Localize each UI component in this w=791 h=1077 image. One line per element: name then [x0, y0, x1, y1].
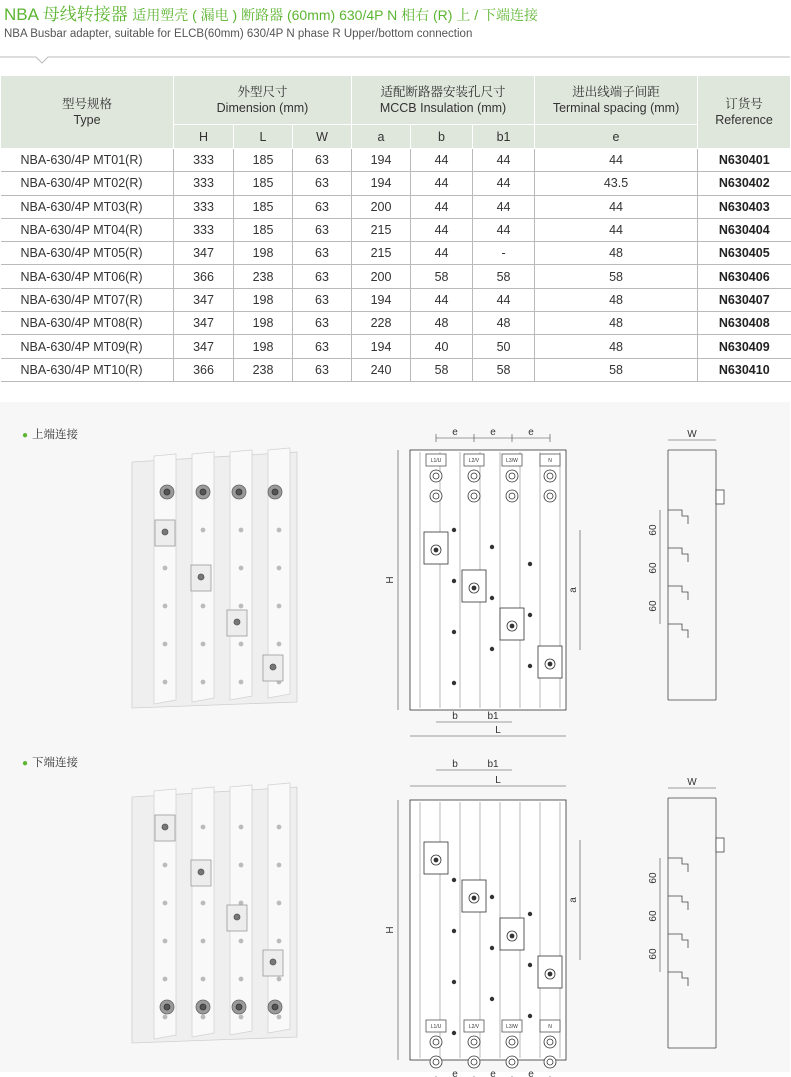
table-row: [1, 172, 791, 195]
terminal-core: [547, 1039, 553, 1045]
terminal-core: [509, 1059, 515, 1065]
cell-b1: 44: [473, 172, 535, 195]
cell-type: NBA-630/4P MT10(R): [1, 358, 174, 381]
mount-hole: [163, 642, 167, 646]
cell-b: 44: [411, 218, 473, 241]
table-row: [1, 335, 791, 358]
mount-hole: [201, 680, 205, 684]
mount-hole: [277, 939, 281, 943]
mount-hole: [528, 963, 532, 967]
table-row: [1, 288, 791, 311]
cell-a: 200: [352, 195, 411, 218]
cell-reference: N630410: [698, 358, 791, 381]
mount-hole: [277, 604, 281, 608]
cell-b1: 44: [473, 149, 535, 172]
col-b1: b1: [473, 125, 535, 149]
dim-h-label: H: [385, 576, 396, 584]
clamp-screw: [198, 869, 204, 875]
bullet-icon: ●: [22, 430, 29, 441]
mount-hole: [163, 977, 167, 981]
side-stud: [716, 838, 724, 852]
cell-a: 194: [352, 288, 411, 311]
cell-h: 347: [174, 288, 234, 311]
terminal-core: [509, 473, 515, 479]
cell-a: 240: [352, 358, 411, 381]
clamp-screw: [434, 858, 438, 862]
mount-hole: [528, 912, 532, 916]
type-header: [1, 76, 174, 149]
cell-w: 63: [293, 218, 352, 241]
cell-h: 333: [174, 195, 234, 218]
mount-hole: [239, 680, 243, 684]
terminal-core: [164, 489, 170, 495]
clamp-screw: [198, 574, 204, 580]
table-row: [1, 218, 791, 241]
cell-e: 43.5: [535, 172, 698, 195]
side-notch: [668, 972, 688, 986]
cell-w: 63: [293, 195, 352, 218]
cell-type: NBA-630/4P MT06(R): [1, 265, 174, 288]
mount-hole: [528, 562, 532, 566]
cell-b: 58: [411, 358, 473, 381]
cell-reference: N630408: [698, 312, 791, 335]
type-header-cn: 型号规格: [61, 97, 112, 111]
mount-hole: [452, 528, 456, 532]
clamp-screw: [162, 824, 168, 830]
page-header: [4, 6, 786, 41]
cell-a: 215: [352, 218, 411, 241]
cell-b1: 58: [473, 358, 535, 381]
mccb-header-en: MCCB Insulation (mm): [379, 101, 507, 115]
cell-h: 366: [174, 358, 234, 381]
header-divider: [0, 55, 790, 67]
dim-b1-label: b1: [487, 759, 499, 770]
cell-e: 48: [535, 335, 698, 358]
clamp-screw: [270, 664, 276, 670]
cell-a: 194: [352, 149, 411, 172]
dim-60-label: 60: [648, 524, 659, 536]
cell-l: 198: [234, 288, 293, 311]
mount-hole: [528, 664, 532, 668]
cell-w: 63: [293, 358, 352, 381]
cell-e: 44: [535, 149, 698, 172]
terminal-core: [509, 493, 515, 499]
terminal-header-en: Terminal spacing (mm): [552, 101, 680, 115]
clamp-screw: [472, 586, 476, 590]
dim-w-label: W: [687, 777, 697, 788]
phase-label: L3/W: [506, 1024, 518, 1030]
dimension-header-cn: 外型尺寸: [237, 85, 288, 99]
dim-b-label: b: [452, 711, 458, 722]
bullet-icon: ●: [22, 758, 29, 769]
phase-label: N: [548, 1024, 552, 1030]
table-row: [1, 149, 791, 172]
cell-l: 185: [234, 218, 293, 241]
mount-hole: [452, 929, 456, 933]
cell-l: 238: [234, 358, 293, 381]
mount-hole: [452, 630, 456, 634]
cell-b: 58: [411, 265, 473, 288]
col-h: H: [174, 125, 234, 149]
cell-b: 44: [411, 149, 473, 172]
section-lower-text: 下端连接: [32, 757, 79, 769]
cell-e: 48: [535, 288, 698, 311]
cell-reference: N630404: [698, 218, 791, 241]
cell-type: NBA-630/4P MT01(R): [1, 149, 174, 172]
terminal-core: [236, 489, 242, 495]
cell-e: 44: [535, 218, 698, 241]
mount-hole: [490, 997, 494, 1001]
mount-hole: [163, 566, 167, 570]
col-a: a: [352, 125, 411, 149]
technical-drawings: [0, 402, 790, 1077]
dim-e-label: e: [452, 1069, 458, 1077]
cell-w: 63: [293, 172, 352, 195]
clamp-screw: [472, 896, 476, 900]
spec-table: [0, 76, 791, 382]
col-b: b: [411, 125, 473, 149]
cell-b: 48: [411, 312, 473, 335]
mount-hole: [163, 1015, 167, 1019]
mount-hole: [239, 528, 243, 532]
cell-b1: 50: [473, 335, 535, 358]
mount-hole: [163, 901, 167, 905]
table-row: [1, 195, 791, 218]
terminal-core: [547, 473, 553, 479]
cell-l: 238: [234, 265, 293, 288]
table-row: [1, 242, 791, 265]
cell-h: 347: [174, 242, 234, 265]
cell-b: 44: [411, 172, 473, 195]
dim-e-label: e: [452, 427, 458, 438]
side-notch: [668, 858, 688, 872]
table-row: [1, 312, 791, 335]
busbar-rail: [268, 783, 290, 1033]
mccb-header-cn: 适配断路器安装孔尺寸: [380, 85, 506, 99]
col-e: e: [535, 125, 698, 149]
cell-w: 63: [293, 288, 352, 311]
cell-reference: N630402: [698, 172, 791, 195]
dimension-header: [174, 76, 352, 125]
cell-a: 194: [352, 335, 411, 358]
mount-hole: [239, 977, 243, 981]
page-title: [4, 6, 786, 25]
cell-reference: N630407: [698, 288, 791, 311]
mount-hole: [490, 545, 494, 549]
side-notch: [668, 510, 688, 524]
cell-w: 63: [293, 149, 352, 172]
mount-hole: [277, 1015, 281, 1019]
title-cn: 适用塑壳 ( 漏电 ) 断路器 (60mm) 630/4P N 相右 (R) 上 / 下端连接: [132, 7, 538, 23]
mount-hole: [490, 596, 494, 600]
terminal-core: [471, 473, 477, 479]
cell-b1: 48: [473, 312, 535, 335]
clamp-screw: [434, 548, 438, 552]
terminal-core: [272, 1004, 278, 1010]
mount-hole: [490, 647, 494, 651]
dim-60-label: 60: [648, 600, 659, 612]
mount-hole: [201, 939, 205, 943]
cell-b: 44: [411, 195, 473, 218]
title-main: NBA 母线转接器: [4, 5, 128, 24]
terminal-core: [164, 1004, 170, 1010]
mount-hole: [528, 613, 532, 617]
reference-header-en: Reference: [715, 113, 773, 127]
mount-hole: [239, 939, 243, 943]
cell-type: NBA-630/4P MT08(R): [1, 312, 174, 335]
terminal-core: [471, 1039, 477, 1045]
terminal-header: [535, 76, 698, 125]
mount-hole: [201, 977, 205, 981]
cell-l: 185: [234, 172, 293, 195]
mount-hole: [201, 901, 205, 905]
side-notch: [668, 934, 688, 948]
cell-type: NBA-630/4P MT02(R): [1, 172, 174, 195]
mount-hole: [452, 681, 456, 685]
section-lower-label: [22, 754, 78, 770]
cell-a: 215: [352, 242, 411, 265]
terminal-core: [200, 489, 206, 495]
cell-reference: N630406: [698, 265, 791, 288]
spec-table-body: [1, 149, 791, 382]
mount-hole: [277, 901, 281, 905]
mccb-header: [352, 76, 535, 125]
cell-type: NBA-630/4P MT07(R): [1, 288, 174, 311]
mount-hole: [239, 825, 243, 829]
cell-reference: N630405: [698, 242, 791, 265]
cell-w: 63: [293, 265, 352, 288]
dim-e-label: e: [528, 427, 534, 438]
page-subtitle: NBA Busbar adapter, suitable for ELCB(60mm) 630/4P N phase R Upper/bottom connection: [4, 28, 473, 40]
cell-w: 63: [293, 312, 352, 335]
cell-l: 185: [234, 149, 293, 172]
cell-reference: N630401: [698, 149, 791, 172]
cell-e: 58: [535, 265, 698, 288]
dim-l-label: L: [495, 775, 501, 786]
section-upper-text: 上端连接: [32, 429, 79, 441]
mount-hole: [163, 939, 167, 943]
cell-type: NBA-630/4P MT03(R): [1, 195, 174, 218]
mount-hole: [239, 566, 243, 570]
dim-60-label: 60: [648, 948, 659, 960]
phase-label: L1/U: [430, 1024, 442, 1030]
col-l: L: [234, 125, 293, 149]
mount-hole: [490, 946, 494, 950]
cell-h: 366: [174, 265, 234, 288]
cell-h: 333: [174, 149, 234, 172]
type-header-en: Type: [73, 113, 101, 127]
cell-w: 63: [293, 335, 352, 358]
terminal-core: [547, 1059, 553, 1065]
mount-hole: [201, 1015, 205, 1019]
table-row: [1, 358, 791, 381]
cell-e: 58: [535, 358, 698, 381]
dimension-header-en: Dimension (mm): [216, 101, 309, 115]
mount-hole: [239, 642, 243, 646]
terminal-core: [471, 1059, 477, 1065]
cell-l: 198: [234, 312, 293, 335]
cell-b1: 44: [473, 288, 535, 311]
terminal-core: [272, 489, 278, 495]
mount-hole: [201, 528, 205, 532]
reference-header: [698, 76, 791, 149]
mount-hole: [528, 1014, 532, 1018]
dim-a-label: a: [568, 587, 579, 593]
dim-b1-label: b1: [487, 711, 499, 722]
side-notch: [668, 586, 688, 600]
cell-h: 333: [174, 218, 234, 241]
side-notch: [668, 548, 688, 562]
clamp-screw: [270, 959, 276, 965]
cell-b1: 44: [473, 218, 535, 241]
cell-b: 44: [411, 288, 473, 311]
dim-60-label: 60: [648, 910, 659, 922]
clamp-screw: [510, 624, 514, 628]
terminal-core: [433, 473, 439, 479]
cell-l: 198: [234, 242, 293, 265]
side-stud: [716, 490, 724, 504]
mount-hole: [277, 528, 281, 532]
phase-label: L1/U: [430, 458, 442, 464]
side-notch: [668, 624, 688, 638]
dim-b-label: b: [452, 759, 458, 770]
cell-type: NBA-630/4P MT04(R): [1, 218, 174, 241]
mount-hole: [452, 980, 456, 984]
cell-b: 40: [411, 335, 473, 358]
mount-hole: [163, 863, 167, 867]
cell-a: 228: [352, 312, 411, 335]
dim-e-label: e: [528, 1069, 534, 1077]
reference-header-cn: 订货号: [725, 97, 763, 111]
terminal-header-cn: 进出线端子间距: [572, 85, 660, 99]
dim-60-label: 60: [648, 872, 659, 884]
dim-w-label: W: [687, 429, 697, 440]
terminal-core: [433, 1039, 439, 1045]
mount-hole: [239, 604, 243, 608]
terminal-core: [433, 1059, 439, 1065]
mount-hole: [452, 878, 456, 882]
phase-label: N: [548, 458, 552, 464]
terminal-core: [509, 1039, 515, 1045]
cell-e: 48: [535, 242, 698, 265]
mount-hole: [277, 825, 281, 829]
cell-e: 44: [535, 195, 698, 218]
dim-a-label: a: [568, 897, 579, 903]
mount-hole: [163, 604, 167, 608]
mount-hole: [239, 863, 243, 867]
dim-e-label: e: [490, 427, 496, 438]
cell-w: 63: [293, 242, 352, 265]
phase-label: L2/V: [468, 458, 480, 464]
dim-h-label: H: [385, 926, 396, 934]
cell-h: 347: [174, 312, 234, 335]
cell-a: 194: [352, 172, 411, 195]
cell-h: 333: [174, 172, 234, 195]
mount-hole: [277, 566, 281, 570]
cell-b1: 58: [473, 265, 535, 288]
clamp-screw: [548, 972, 552, 976]
busbar-rail: [192, 787, 214, 1037]
clamp-screw: [162, 529, 168, 535]
cell-l: 185: [234, 195, 293, 218]
phase-label: L2/V: [468, 1024, 480, 1030]
cell-b: 44: [411, 242, 473, 265]
cell-type: NBA-630/4P MT09(R): [1, 335, 174, 358]
cell-l: 198: [234, 335, 293, 358]
cell-type: NBA-630/4P MT05(R): [1, 242, 174, 265]
terminal-core: [547, 493, 553, 499]
mount-hole: [201, 604, 205, 608]
mount-hole: [163, 680, 167, 684]
clamp-screw: [234, 619, 240, 625]
terminal-core: [200, 1004, 206, 1010]
clamp-screw: [234, 914, 240, 920]
mount-hole: [277, 977, 281, 981]
dim-l-label: L: [495, 725, 501, 736]
terminal-core: [236, 1004, 242, 1010]
table-row: [1, 265, 791, 288]
cell-reference: N630403: [698, 195, 791, 218]
mount-hole: [239, 901, 243, 905]
side-notch: [668, 896, 688, 910]
clamp-screw: [548, 662, 552, 666]
cell-a: 200: [352, 265, 411, 288]
terminal-core: [433, 493, 439, 499]
terminal-core: [471, 493, 477, 499]
drawings-panel: [0, 402, 790, 1077]
cell-b1: 44: [473, 195, 535, 218]
clamp-screw: [510, 934, 514, 938]
mount-hole: [201, 642, 205, 646]
mount-hole: [490, 895, 494, 899]
phase-label: L3/W: [506, 458, 518, 464]
section-upper-label: [22, 426, 78, 442]
mount-hole: [277, 863, 281, 867]
mount-hole: [201, 825, 205, 829]
dim-e-label: e: [490, 1069, 496, 1077]
cell-h: 347: [174, 335, 234, 358]
mount-hole: [239, 1015, 243, 1019]
mount-hole: [452, 1031, 456, 1035]
col-w: W: [293, 125, 352, 149]
dim-60-label: 60: [648, 562, 659, 574]
mount-hole: [452, 579, 456, 583]
cell-e: 48: [535, 312, 698, 335]
cell-b1: -: [473, 242, 535, 265]
mount-hole: [277, 642, 281, 646]
cell-reference: N630409: [698, 335, 791, 358]
